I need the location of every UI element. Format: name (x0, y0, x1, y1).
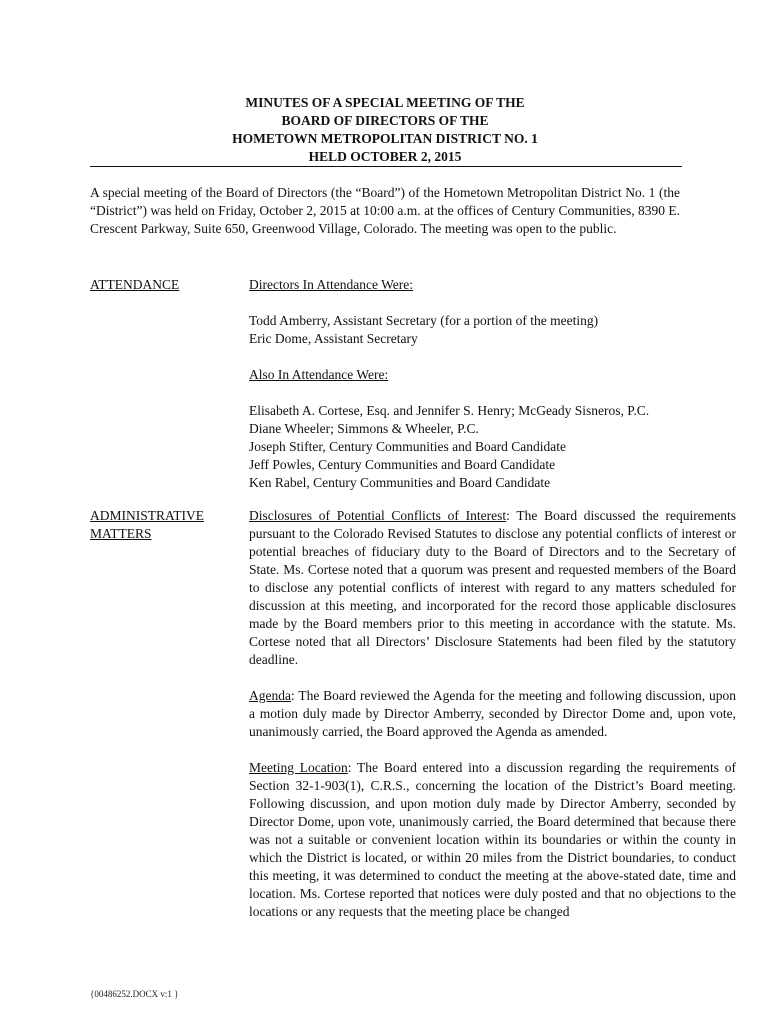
location-heading: Meeting Location (249, 760, 348, 775)
location-text: : The Board entered into a discussion regarding the requirements of Section 32-1-903(1), C.R.S., concerning the location of the District’s Board meeting. Following discussion, and upon motion duly made by Director Amberry, seconded by Director Dome, upon vote, unanimously carried, the Board determined that because there was not a suitable or convenient location within its boundaries or within the county in which the District is located, or within 20 miles from the District boundaries, to conduct this meeting, it was determined to conduct the meeting at the above-stated date, time and location. Ms. Cortese reported that notices were duly posted and that no objections to the locations or any requests that the meeting place be changed (249, 760, 736, 919)
disclosures-heading: Disclosures of Potential Conflicts of Interest (249, 508, 507, 523)
attendee-item: Joseph Stifter, Century Communities and Board Candidate (249, 439, 567, 454)
attendance-section (249, 276, 736, 492)
agenda-heading: Agenda (249, 688, 291, 703)
document-title (90, 94, 680, 166)
title-line-2: BOARD OF DIRECTORS OF THE (281, 113, 489, 128)
attendee-item: Jeff Powles, Century Communities and Board Candidate (249, 457, 556, 472)
attendee-item: Diane Wheeler; Simmons & Wheeler, P.C. (249, 421, 479, 436)
directors-heading: Directors In Attendance Were: (249, 277, 413, 292)
title-divider (90, 166, 682, 167)
title-line-1: MINUTES OF A SPECIAL MEETING OF THE (245, 95, 525, 110)
administrative-label-line-1: ADMINISTRATIVE (90, 508, 204, 523)
administrative-section (249, 507, 736, 921)
title-line-4: HELD OCTOBER 2, 2015 (308, 149, 462, 164)
also-heading: Also In Attendance Were: (249, 367, 389, 382)
director-item: Todd Amberry, Assistant Secretary (for a portion of the meeting) (249, 313, 599, 328)
attendee-item: Ken Rabel, Century Communities and Board Candidate (249, 475, 551, 490)
disclosures-text: : The Board discussed the requirements pursuant to the Colorado Revised Statutes to disclose any potential conflicts of interest or potential breaches of fiduciary duty to the Board of Directors and to the Secretary of State. Ms. Cortese noted that a quorum was present and requested members of the Board to disclose any potential conflicts of interest with regard to any matters scheduled for discussion at this meeting, and incorporated for the record those applicable disclosures made by the Board members prior to this meeting in accordance with the statute. Ms. Cortese noted that all Directors’ Disclosure Statements had been filed by the statutory deadline. (249, 508, 736, 667)
document-footer: {00486252.DOCX v:1 } (90, 989, 179, 999)
administrative-label (90, 507, 225, 543)
attendance-label: ATTENDANCE (90, 277, 180, 292)
disclosures-paragraph (249, 507, 736, 669)
agenda-text: : The Board reviewed the Agenda for the meeting and following discussion, upon a motion duly made by Director Amberry, seconded by Director Dome and, upon vote, unanimously carried, the Board approved the Agenda as amended. (249, 688, 736, 739)
administrative-label-line-2: MATTERS (90, 526, 152, 541)
attendee-item: Elisabeth A. Cortese, Esq. and Jennifer S. Henry; McGeady Sisneros, P.C. (249, 403, 650, 418)
title-line-3: HOMETOWN METROPOLITAN DISTRICT NO. 1 (232, 131, 538, 146)
intro-paragraph: A special meeting of the Board of Directors (the “Board”) of the Hometown Metropolitan District No. 1 (the “District”) was held on Friday, October 2, 2015 at 10:00 a.m. at the offices of Century Communities, 8390 E. Crescent Parkway, Suite 650, Greenwood Village, Colorado. The meeting was open to the public. (90, 185, 680, 236)
director-item: Eric Dome, Assistant Secretary (249, 331, 418, 346)
agenda-paragraph (249, 687, 736, 741)
location-paragraph (249, 759, 736, 921)
